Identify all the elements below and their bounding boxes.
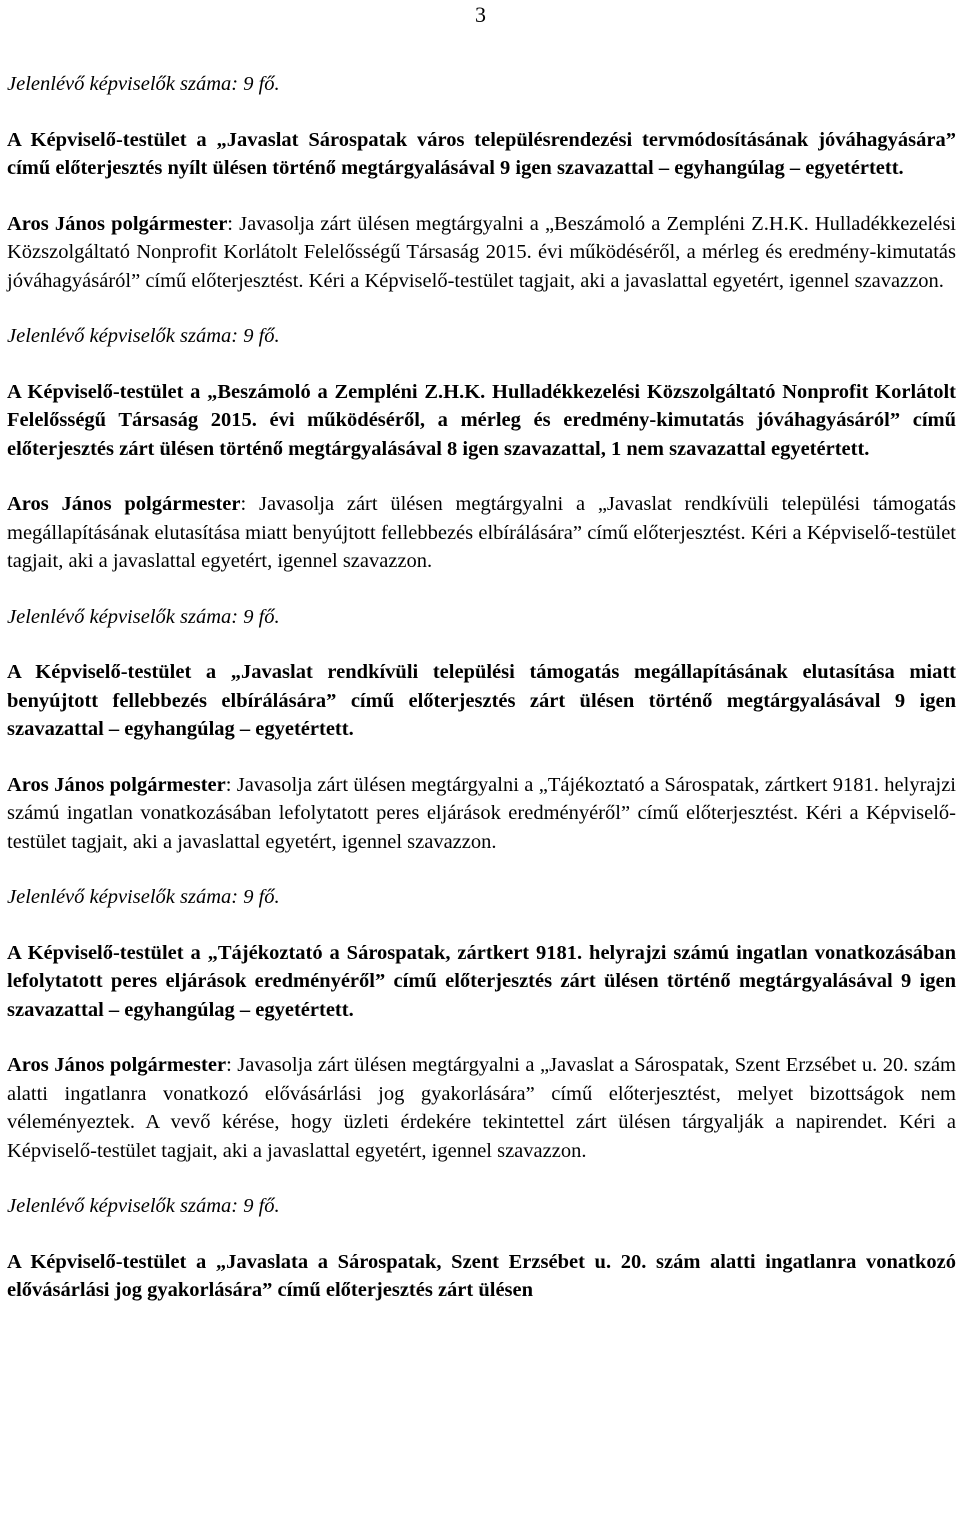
attendance-line: Jelenlévő képviselők száma: 9 fő. [7,605,280,628]
speech-text: : Javasolja zárt ülésen megtárgyalni a „Javaslat rendkívüli települési támogatás megállapításának elutasítása miatt benyújtott fellebbezés elbírálására” című előterjesztést. Kéri a Képviselő-testület tagjait, aki a javaslattal egyetért, igennel szavazzon. [7,493,956,572]
speech-text: : Javasolja zárt ülésen megtárgyalni a „Beszámoló a Zempléni Z.H.K. Hulladékkezelési Közszolgáltató Nonprofit Korlátolt Felelősségű Társaság 2015. évi működéséről, a mérleg és eredmény-kimutatás jóváhagyásáról” című előterjesztést. Kéri a Képviselő-testület tagjait, aki a javaslattal egyetért, igennel szavazzon. [7,212,956,292]
attendance-line: Jelenlévő képviselők száma: 9 fő. [7,73,280,95]
page-number: 3 [475,2,486,27]
attendance-line: Jelenlévő képviselők száma: 9 fő. [7,886,280,908]
speech-paragraph [7,1051,956,1165]
attendance-line: Jelenlévő képviselők száma: 9 fő. [7,325,280,347]
speech-paragraph [7,490,956,576]
speech-paragraph [7,210,956,296]
speaker-name: Aros János polgármester [7,493,241,515]
decision-paragraph: A Képviselő-testület a „Javaslat Sárospatak város településrendezési tervmódosításának jóváhagyására” című előterjesztés nyílt ülésen történő megtárgyalásával 9 igen szavazattal – egyhangúlag – egyetértett. [7,128,956,179]
speech-text: : Javasolja zárt ülésen megtárgyalni a „Tájékoztató a Sárospatak, zártkert 9181. helyrajzi számú ingatlan vonatkozásában lefolytatott peres eljárások eredményéről” című előterjesztést. Kéri a Képviselő-testület tagjait, aki a javaslattal egyetért, igennel szavazzon. [7,773,957,853]
speaker-name: Aros János polgármester [7,212,228,235]
speaker-name: Aros János polgármester [7,1054,227,1076]
speaker-name: Aros János polgármester [7,773,226,796]
speech-text: : Javasolja zárt ülésen megtárgyalni a „Javaslat a Sárospatak, Szent Erzsébet u. 20. szám alatti ingatlanra vonatkozó elővásárlási jog gyakorlására” című előterjesztést, melyet bizottságok nem véleményeztek. A vevő kérése, hogy üzleti érdekére tekintettel zárt ülésen tárgyalják a napirendet. Kéri a Képviselő-testület tagjait, aki a javaslattal egyetért, igennel szavazzon. [7,1054,957,1162]
decision-paragraph: A Képviselő-testület a „Javaslat rendkívüli települési támogatás megállapításának elutasítása miatt benyújtott fellebbezés elbírálására” című előterjesztés zárt ülésen történő megtárgyalásával 9 igen szavazattal – egyhangúlag – egyetértett. [7,661,956,740]
document-body [7,70,956,1332]
speech-paragraph [7,771,956,857]
decision-paragraph: A Képviselő-testület a „Beszámoló a Zempléni Z.H.K. Hulladékkezelési Közszolgáltató Nonprofit Korlátolt Felelősségű Társaság 2015. évi működéséről, a mérleg és eredmény-kimutatás jóváhagyásáról” című előterjesztés zárt ülésen történő megtárgyalásával 8 igen szavazattal, 1 nem szavazattal egyetértett. [7,380,956,460]
decision-paragraph: A Képviselő-testület a „Javaslata a Sárospatak, Szent Erzsébet u. 20. szám alatti ingatlanra vonatkozó elővásárlási jog gyakorlására” című előterjesztés zárt ülésen [7,1250,956,1301]
decision-paragraph: A Képviselő-testület a „Tájékoztató a Sárospatak, zártkert 9181. helyrajzi számú ingatlan vonatkozásában lefolytatott peres eljárások eredményéről” című előterjesztés zárt ülésen történő megtárgyalásával 9 igen szavazattal – egyhangúlag – egyetértett. [7,941,956,1021]
attendance-line: Jelenlévő képviselők száma: 9 fő. [7,1195,280,1217]
